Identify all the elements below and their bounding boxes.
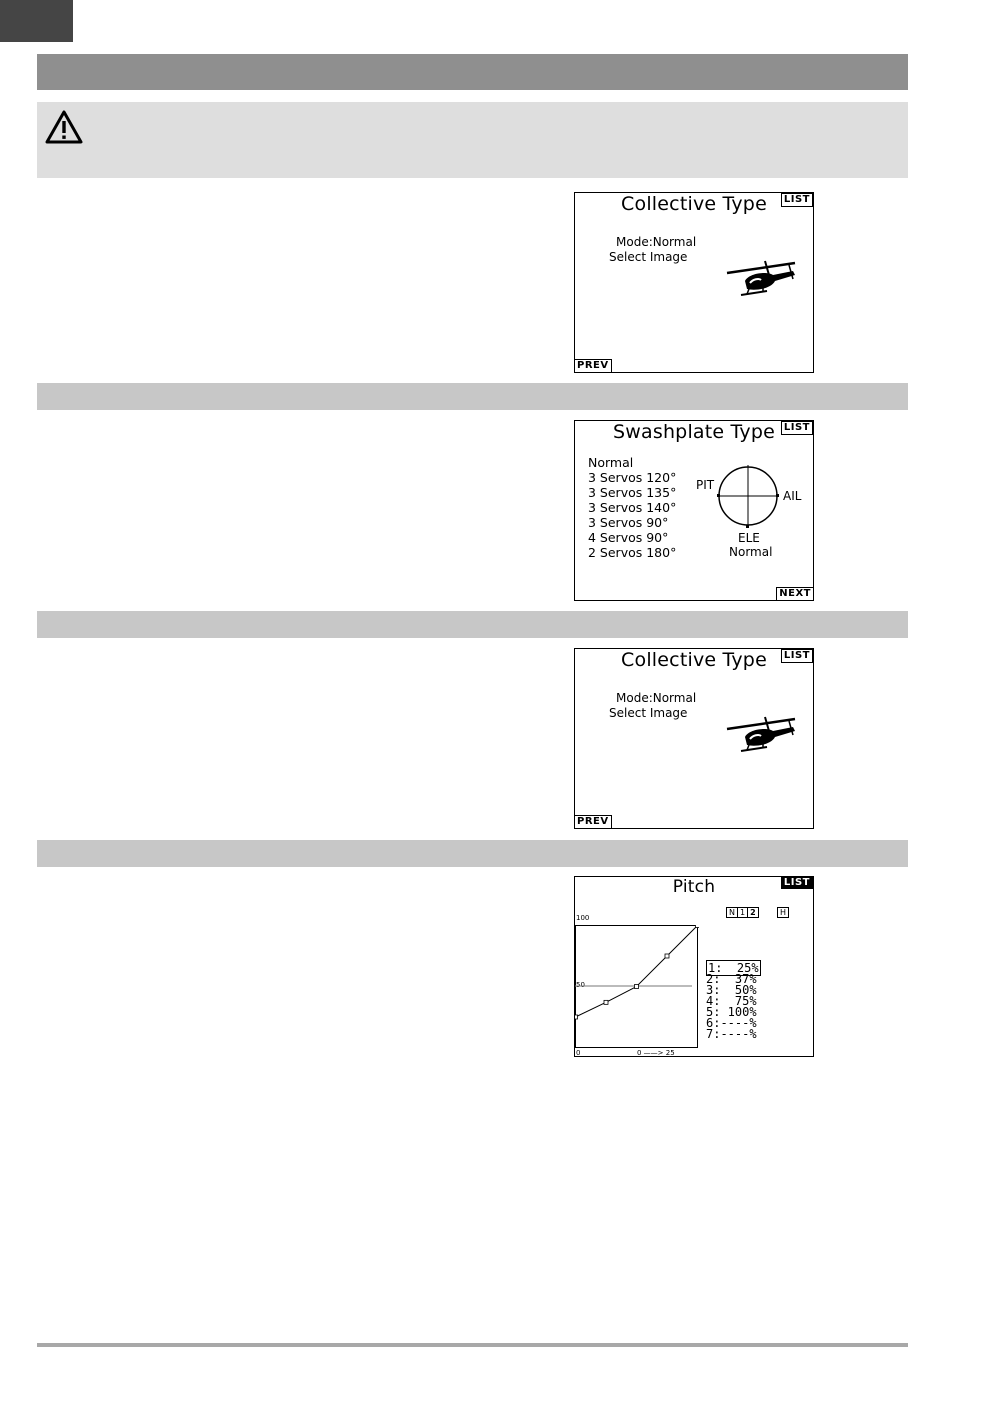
pitch-point[interactable]: 7:----% bbox=[706, 1027, 757, 1041]
flight-mode-selector[interactable] bbox=[726, 907, 759, 918]
ail-label: AIL bbox=[783, 489, 802, 503]
flight-mode-n[interactable]: N bbox=[727, 908, 738, 917]
screen-title: Collective Type bbox=[621, 193, 767, 215]
helicopter-icon bbox=[723, 711, 799, 757]
list-button[interactable]: LIST bbox=[781, 421, 813, 435]
next-button[interactable]: NEXT bbox=[776, 587, 813, 600]
pitch-curve-line bbox=[576, 926, 698, 1018]
collective-type-screen bbox=[574, 192, 814, 373]
list-button[interactable]: LIST bbox=[781, 649, 813, 663]
pitch-point[interactable]: 2: 37% bbox=[706, 972, 757, 986]
section-bar-3 bbox=[37, 611, 908, 638]
section-bar-2 bbox=[37, 383, 908, 410]
pit-label: PIT bbox=[696, 478, 715, 492]
option-item[interactable]: 3 Servos 140° bbox=[588, 500, 677, 515]
mode-line: Mode:Normal bbox=[616, 235, 697, 249]
option-item[interactable]: 3 Servos 135° bbox=[588, 485, 677, 500]
warning-triangle-icon bbox=[45, 110, 83, 144]
select-image-line: Select Image bbox=[609, 706, 688, 720]
section-bar-4 bbox=[37, 840, 908, 867]
footer-rule bbox=[37, 1343, 908, 1347]
collective-type-screen-2 bbox=[574, 648, 814, 829]
pitch-point[interactable]: 3: 50% bbox=[706, 983, 757, 997]
swashplate-options bbox=[588, 455, 676, 560]
list-button[interactable]: LIST bbox=[781, 193, 813, 207]
warning-box bbox=[37, 102, 908, 178]
axis-footer-label: 0 ——> 25 bbox=[637, 1049, 675, 1057]
pitch-point-value: 1: 25% bbox=[708, 961, 759, 975]
screen-title: Pitch bbox=[672, 877, 716, 897]
axis-top-label: 100 bbox=[576, 914, 590, 922]
flight-mode-2[interactable]: 2 bbox=[750, 908, 756, 917]
pitch-curve-point-4 bbox=[665, 954, 669, 958]
select-image-line: Select Image bbox=[609, 250, 688, 264]
ele-label: ELE bbox=[738, 531, 760, 545]
swashplate-type-screen bbox=[574, 420, 814, 601]
flight-mode-1[interactable]: 1 bbox=[738, 908, 748, 917]
pitch-point[interactable]: 6:----% bbox=[706, 1016, 757, 1030]
option-item[interactable]: Normal bbox=[588, 455, 634, 470]
section-header-bar bbox=[37, 54, 908, 90]
pitch-point-list bbox=[706, 963, 761, 1040]
axis-zero-label: 0 bbox=[576, 1049, 581, 1057]
pitch-curve-chart bbox=[575, 925, 699, 1049]
pitch-curve-point-5 bbox=[696, 925, 700, 928]
pitch-point[interactable]: 5: 100% bbox=[706, 1005, 757, 1019]
screen-title: Collective Type bbox=[621, 649, 767, 671]
option-item[interactable]: 3 Servos 90° bbox=[588, 515, 669, 530]
screen-title: Swashplate Type bbox=[613, 421, 775, 443]
list-button[interactable]: LIST bbox=[781, 877, 813, 889]
flight-mode-h[interactable]: H bbox=[777, 907, 789, 918]
swashplate-diagram bbox=[715, 463, 781, 529]
pitch-point[interactable]: 4: 75% bbox=[706, 994, 757, 1008]
option-item[interactable]: 4 Servos 90° bbox=[588, 530, 669, 545]
helicopter-icon bbox=[723, 255, 799, 301]
option-item[interactable]: 2 Servos 180° bbox=[588, 545, 677, 560]
pitch-curve-point-2 bbox=[604, 1000, 608, 1004]
mode-line: Mode:Normal bbox=[616, 691, 697, 705]
prev-button[interactable]: PREV bbox=[575, 359, 612, 372]
pitch-curve-point-1 bbox=[575, 1015, 578, 1019]
pitch-curve-point-3 bbox=[635, 985, 639, 989]
pitch-curve-screen bbox=[574, 876, 814, 1057]
swash-mode-label: Normal bbox=[729, 545, 773, 559]
axis-mid-label: 50 bbox=[576, 981, 585, 989]
option-item[interactable]: 3 Servos 120° bbox=[588, 470, 677, 485]
prev-button[interactable]: PREV bbox=[575, 815, 612, 828]
corner-page-tab bbox=[0, 0, 73, 42]
